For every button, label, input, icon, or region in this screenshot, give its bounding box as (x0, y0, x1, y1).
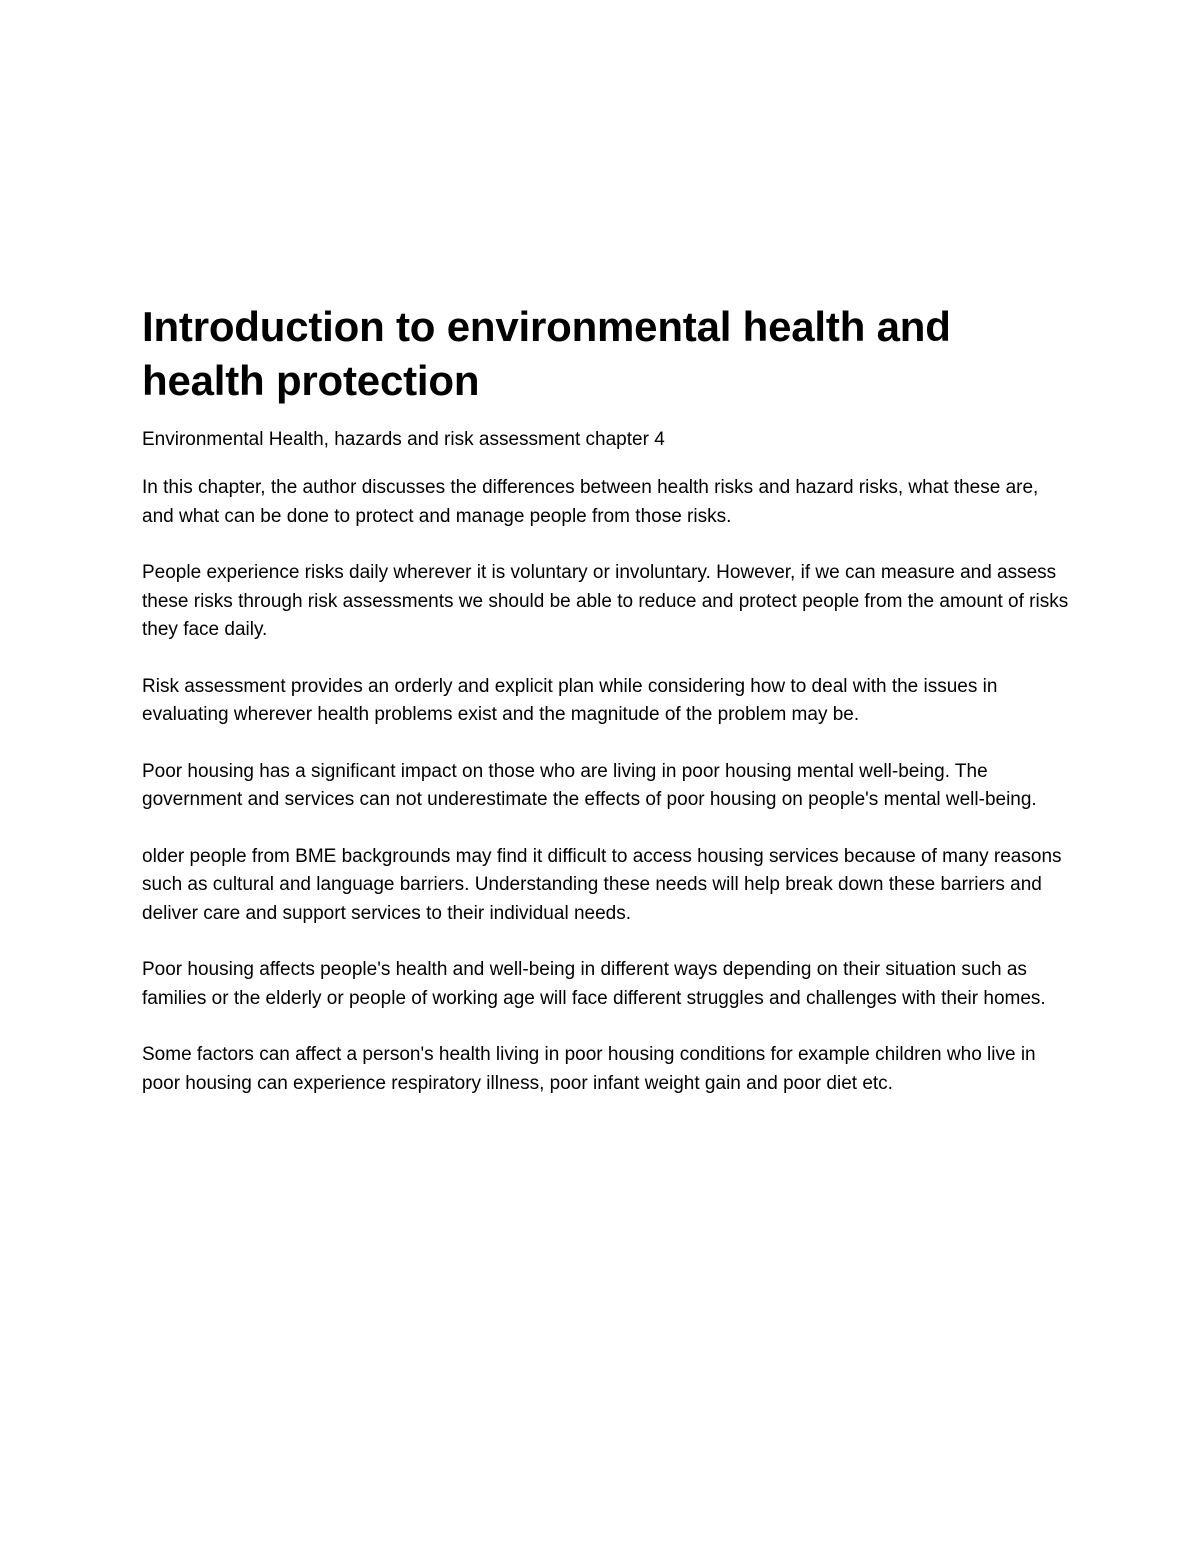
paragraph-6: Poor housing affects people's health and well-being in different ways depending on their situation such as families or the elderly or people of working age will face different struggles and challenges with their homes. (142, 959, 1046, 1009)
document-subtitle: Environmental Health, hazards and risk assessment chapter 4 (142, 429, 665, 450)
document-body (142, 300, 1072, 1126)
paragraph-2: People experience risks daily wherever it is voluntary or involuntary. However, if we can measure and assess these risks through risk assessments we should be able to reduce and protect people from the amount of risks they face daily. (142, 562, 1069, 640)
document-title: Introduction to environmental health and health protection (142, 303, 951, 404)
paragraph-5: older people from BME backgrounds may find it difficult to access housing services because of many reasons such as cultural and language barriers. Understanding these needs will help break down these barriers and deliver care and support services to their individual needs. (142, 845, 1062, 924)
paragraph-1: In this chapter, the author discusses the differences between health risks and hazard risks, what these are, and what can be done to protect and manage people from those risks. (142, 477, 1039, 527)
paragraph-7: Some factors can affect a person's health living in poor housing conditions for example children who live in poor housing can experience respiratory illness, poor infant weight gain and poor diet etc. (142, 1044, 1036, 1094)
paragraph-4: Poor housing has a significant impact on those who are living in poor housing mental well-being. The government and services can not underestimate the effects of poor housing on people's mental well-being. (142, 760, 1037, 810)
paragraph-3: Risk assessment provides an orderly and explicit plan while considering how to deal with the issues in evaluating wherever health problems exist and the magnitude of the problem may be. (142, 675, 998, 725)
